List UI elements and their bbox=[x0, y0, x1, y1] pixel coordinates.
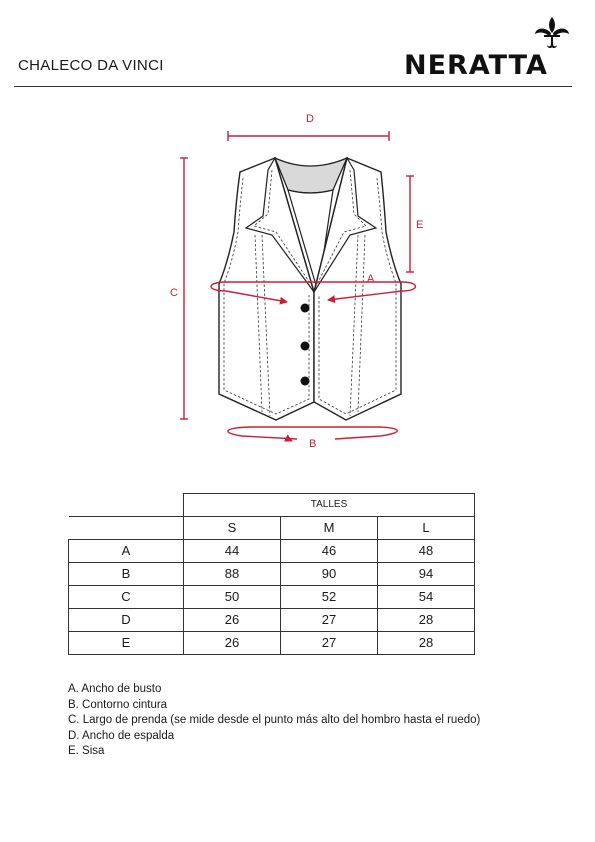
button-1 bbox=[301, 304, 310, 313]
row-label: E bbox=[69, 631, 184, 654]
table-cell: 44 bbox=[184, 539, 281, 562]
row-label: D bbox=[69, 608, 184, 631]
row-label: B bbox=[69, 562, 184, 585]
table-cell: 50 bbox=[184, 585, 281, 608]
measure-c bbox=[180, 158, 188, 419]
table-cell: 27 bbox=[281, 631, 378, 654]
talles-header: TALLES bbox=[184, 494, 475, 517]
button-2 bbox=[301, 342, 310, 351]
size-header: L bbox=[378, 516, 475, 539]
table-cell: 48 bbox=[378, 539, 475, 562]
table-row bbox=[69, 608, 475, 631]
legend-item: A. Ancho de busto bbox=[68, 683, 162, 695]
table-cell: 26 bbox=[184, 631, 281, 654]
brand-name: NERATTA bbox=[404, 50, 548, 81]
table-cell: 27 bbox=[281, 608, 378, 631]
table-cell: 52 bbox=[281, 585, 378, 608]
table-row bbox=[69, 539, 475, 562]
table-row bbox=[69, 562, 475, 585]
size-header: M bbox=[281, 516, 378, 539]
label-e: E bbox=[416, 219, 424, 231]
legend-item: D. Ancho de espalda bbox=[68, 729, 175, 742]
measurement-legend bbox=[68, 682, 480, 760]
button-3 bbox=[301, 377, 310, 386]
table-cell: 88 bbox=[184, 562, 281, 585]
label-c: C bbox=[170, 287, 178, 299]
table-cell: 46 bbox=[281, 539, 378, 562]
table-cell: 26 bbox=[184, 608, 281, 631]
measure-e bbox=[406, 176, 414, 272]
row-label: C bbox=[69, 585, 184, 608]
table-size-header-row bbox=[69, 516, 475, 539]
label-b: B bbox=[309, 438, 317, 450]
table-cell: 94 bbox=[378, 562, 475, 585]
legend-item: B. Contorno cintura bbox=[68, 698, 168, 711]
table-row bbox=[69, 585, 475, 608]
table-group-header-row bbox=[69, 494, 475, 517]
row-label: A bbox=[69, 539, 184, 562]
table-cell: 54 bbox=[378, 585, 475, 608]
label-a: A bbox=[367, 273, 375, 285]
legend-item: E. Sisa bbox=[68, 745, 105, 757]
product-title: CHALECO DA VINCI bbox=[18, 57, 164, 74]
measure-d bbox=[228, 131, 389, 141]
legend-item: C. Largo de prenda (se mide desde el punto más alto del hombro hasta el ruedo) bbox=[68, 714, 481, 726]
size-header: S bbox=[184, 516, 281, 539]
label-d: D bbox=[306, 113, 314, 125]
table-cell: 28 bbox=[378, 608, 475, 631]
table-cell: 28 bbox=[378, 631, 475, 654]
table-row bbox=[69, 631, 475, 654]
neck-back bbox=[275, 158, 347, 193]
size-table bbox=[68, 493, 475, 655]
table-cell: 90 bbox=[281, 562, 378, 585]
